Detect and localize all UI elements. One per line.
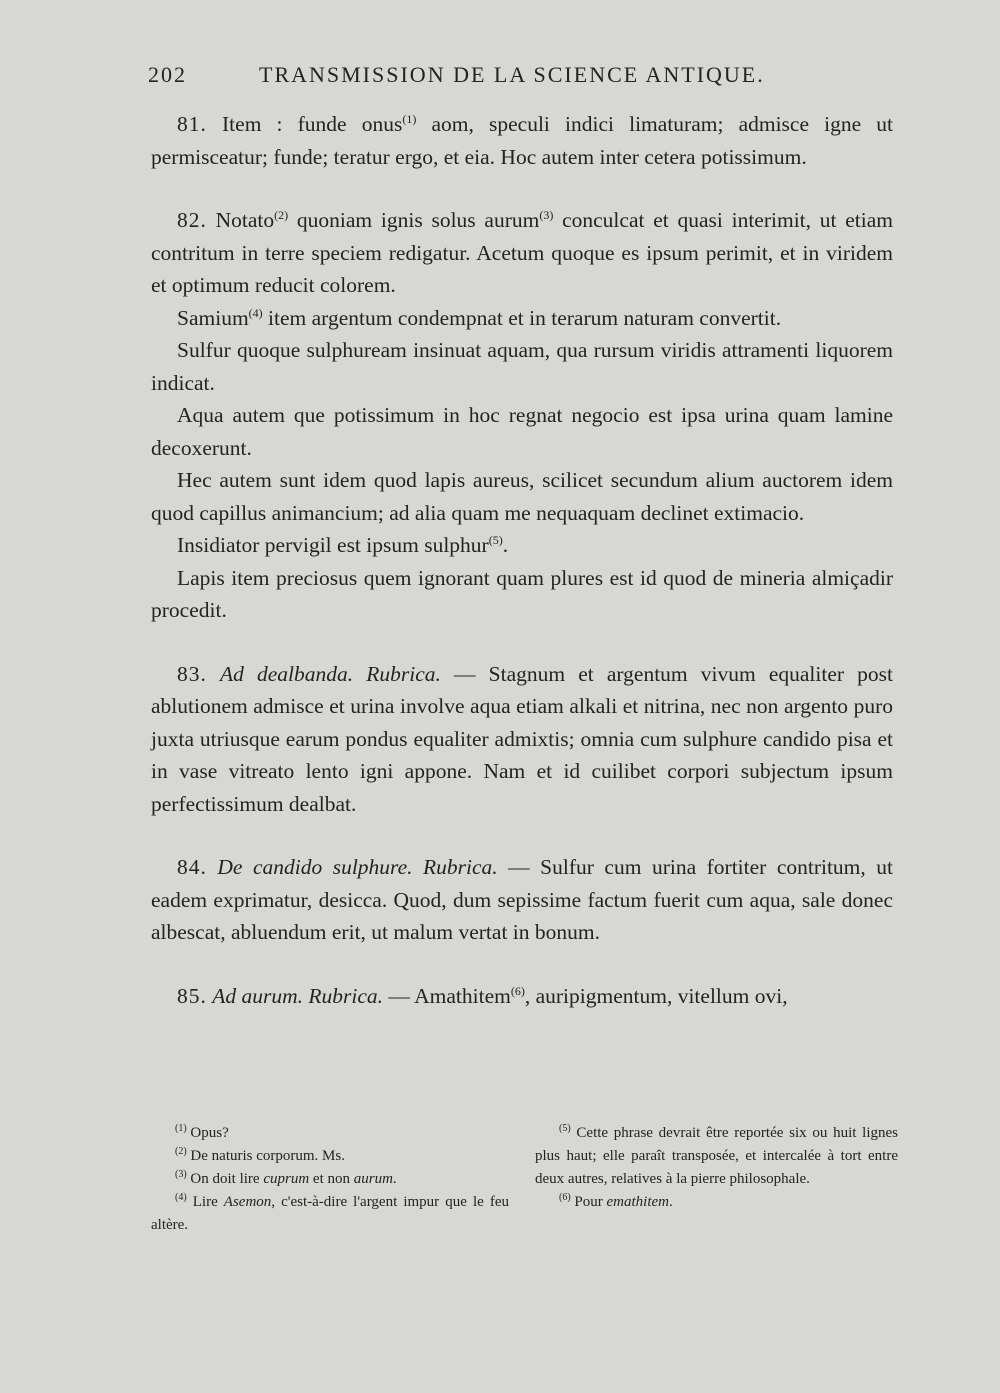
footnote-4 [151,1191,509,1237]
footnote-ref[interactable]: (5) [488,533,503,547]
section-number: 82. [177,208,207,232]
footnote-2 [151,1145,509,1168]
footnote-ref[interactable]: (6) [510,983,525,998]
section-text: quoniam ignis solus aurum [288,208,540,232]
paragraph: Aqua autem que potissimum in hoc regnat negocio est ipsa urina quam lamine decoxerunt. [151,403,893,460]
section-text: conculcat et quasi interimit, ut etiam contritum in terre speciem redigatur. Acetum quoque es ipsum perimit, et in viridem et optimum reducit colorem. [151,208,893,297]
footnote-5 [535,1122,898,1191]
section-text: — Amathitem [383,983,511,1008]
footnote-text: , c'est-à-dire l'argent impur que le feu altère. [151,1194,509,1233]
section-82 [151,204,893,302]
footnote-6 [535,1191,898,1214]
footnote-italic: Asemon [223,1194,272,1210]
page-header [148,62,893,98]
paragraph-text: item argentum condempnat et in terarum naturam convertit. [262,305,782,330]
section-title: Ad aurum. Rubrica. [212,983,384,1008]
main-text [151,108,893,1012]
footnote-text: . [669,1194,673,1210]
section-83 [151,658,893,821]
footnote-italic: emathitem [606,1194,669,1210]
footnote-mark: (2) [175,1146,187,1157]
paragraph: Sulfur quoque sulphuream insinuat aquam, qua rursum viridis attramenti liquorem indicat. [151,338,893,395]
footnotes-left [151,1122,509,1237]
section-text: Item : funde onus [222,112,403,136]
running-title: TRANSMISSION DE LA SCIENCE ANTIQUE. [259,62,765,87]
footnote-text: . [392,1171,397,1187]
footnote-text: Lire [186,1194,224,1210]
footnote-1 [151,1122,509,1145]
footnote-mark: (4) [175,1192,187,1203]
footnote-ref[interactable]: (2) [274,208,289,222]
footnote-text: De naturis corporum. Ms. [186,1148,345,1164]
section-text: aom, speculi indici limaturam; admisce igne ut permisceatur; funde; teratur ergo, et eia. Hoc autem inter cetera potissimum. [151,112,893,169]
section-84 [151,851,893,949]
footnote-text: On doit lire [186,1171,264,1187]
paragraph: Lapis item preciosus quem ignorant quam plures est id quod de mineria almiçadir procedit. [151,565,893,622]
section-number: 85. [177,983,207,1008]
section-81 [151,108,893,173]
paragraph-text: Samium [177,305,249,330]
section-number: 81. [177,112,207,136]
footnote-mark: (5) [559,1123,571,1134]
section-title: Ad dealbanda. Rubrica. [220,661,441,686]
footnote-ref[interactable]: (1) [402,112,417,126]
section-text: — Sulfur cum urina fortiter contritum, ut eadem exprimatur, desicca. Quod, dum sepissime factum fuerit cum aqua, sale donec albescat, abluendum erit, ut malum vertat in bonum. [151,855,894,944]
paragraph: Hec autem sunt idem quod lapis aureus, scilicet secundum alium auctorem idem quod capillus animancium; ad alia quam me nequaquam declinet extimacio. [151,468,893,525]
footnotes-right [535,1122,898,1214]
page-number: 202 [148,62,187,87]
section-text: , auripigmentum, vitellum ovi, [524,983,788,1008]
footnote-italic: cuprum [263,1171,310,1187]
footnote-mark: (3) [175,1169,187,1180]
section-title: De candido sulphure. Rubrica. [217,855,498,879]
section-85 [151,980,893,1013]
footnote-mark: (6) [559,1192,571,1203]
footnote-text: Cette phrase devrait être reportée six ou huit lignes plus haut; elle paraît transposée, et intercalée à tort entre deux autres, relatives à la pierre philosophale. [535,1125,898,1187]
section-number: 83. [177,661,207,686]
paragraph-text: Insidiator pervigil est ipsum sulphur [177,533,489,557]
section-text: — Stagnum et argentum vivum equaliter post ablutionem admisce et urina involve aqua etiam alkali et nitrina, nec non argento puro juxta utriusque earum pondus equaliter admixtis; omnia cum sulphure candido pisa et in vase vitreato lento igni appone. Nam et id cuilibet corpori subjectum ipsum perfectissimum dealbat. [151,661,893,816]
footnote-text: Pour [570,1194,607,1210]
footnote-ref[interactable]: (3) [539,208,554,222]
footnote-mark: (1) [175,1123,187,1134]
paragraph-text: . [502,533,509,557]
footnote-ref[interactable]: (4) [248,305,263,320]
footnote-italic: aurum [353,1171,393,1187]
footnote-text: et non [309,1171,354,1187]
paragraph [151,302,893,335]
section-text: Notato [215,208,275,232]
section-number: 84. [177,855,207,879]
footnote-text: Opus? [186,1125,229,1141]
footnote-3 [151,1168,509,1191]
paragraph [151,529,893,562]
